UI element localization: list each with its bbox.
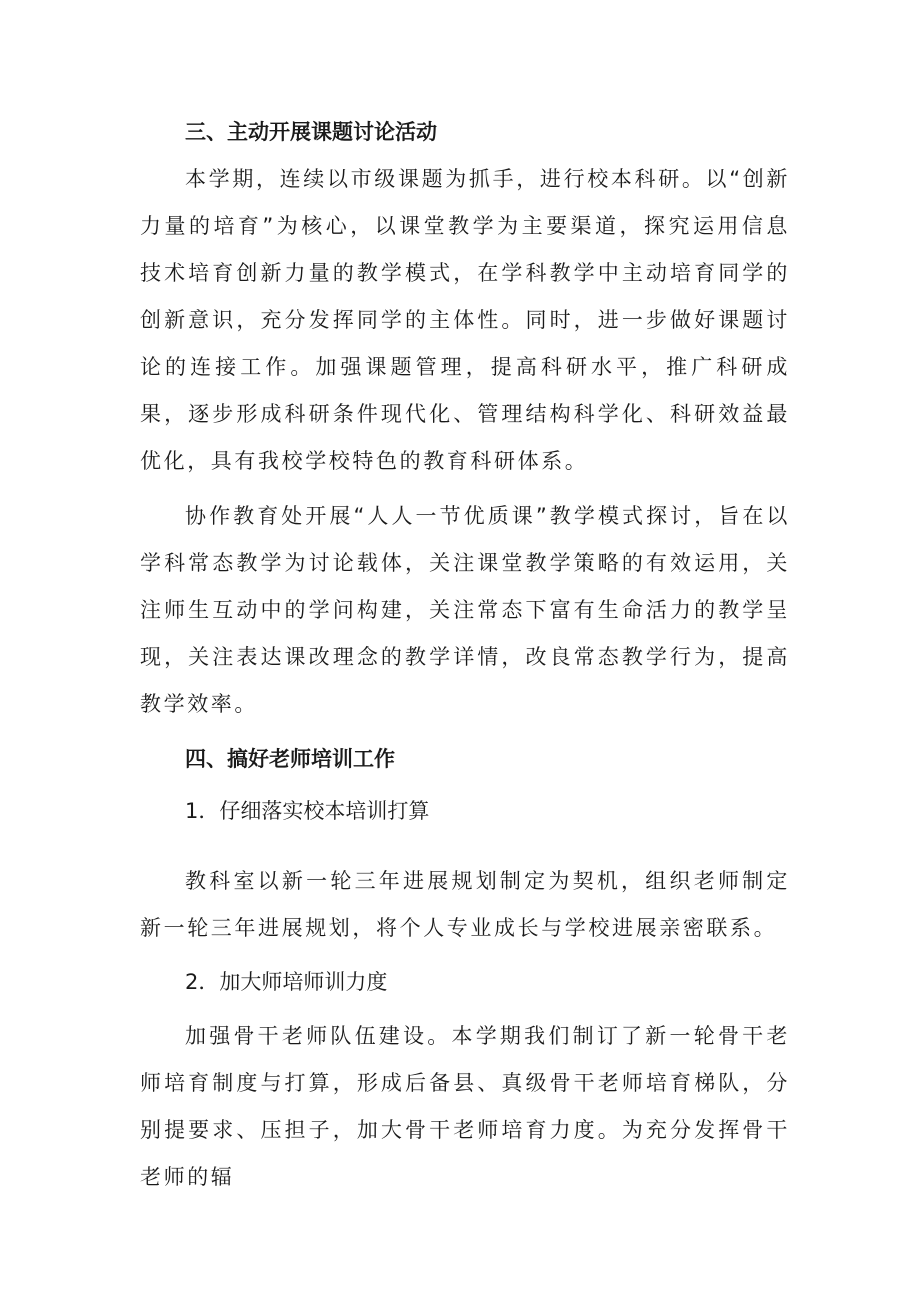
item-2-paragraph: 加强骨干老师队伍建设。本学期我们制订了新一轮骨干老师培育制度与打算，形成后备县、真级骨干老师培育梯队，分别提要求、压担子，加大骨干老师培育力度。为充分发挥骨干老师的辐	[140, 1024, 790, 1189]
item-1-heading: 1．仔细落实校本培训打算	[185, 799, 430, 823]
section-3-heading: 三、主动开展课题讨论活动	[185, 120, 437, 144]
section-3-paragraph-1: 本学期，连续以市级课题为抓手，进行校本科研。以“创新力量的培育”为核心，以课堂教学为主要渠道，探究运用信息技术培育创新力量的教学模式，在学科教学中主动培育同学的创新意识，充分发挥同学的主体性。同时，进一步做好课题讨论的连接工作。加强课题管理，提高科研水平，推广科研成果，逐步形成科研条件现代化、管理结构科学化、科研效益最优化，具有我校学校特色的教育科研体系。	[140, 167, 790, 473]
section-4-heading: 四、搞好老师培训工作	[185, 747, 395, 771]
item-1-paragraph: 教科室以新一轮三年进展规划制定为契机，组织老师制定新一轮三年进展规划，将个人专业成长与学校进展亲密联系。	[140, 869, 790, 940]
section-3-paragraph-2: 协作教育处开展“人人一节优质课”教学模式探讨，旨在以学科常态教学为讨论载体，关注课堂教学策略的有效运用，关注师生互动中的学问构建，关注常态下富有生命活力的教学呈现，关注表达课改理念的教学详情，改良常态教学行为，提高教学效率。	[140, 504, 790, 716]
item-2-heading: 2．加大师培师训力度	[185, 970, 388, 994]
